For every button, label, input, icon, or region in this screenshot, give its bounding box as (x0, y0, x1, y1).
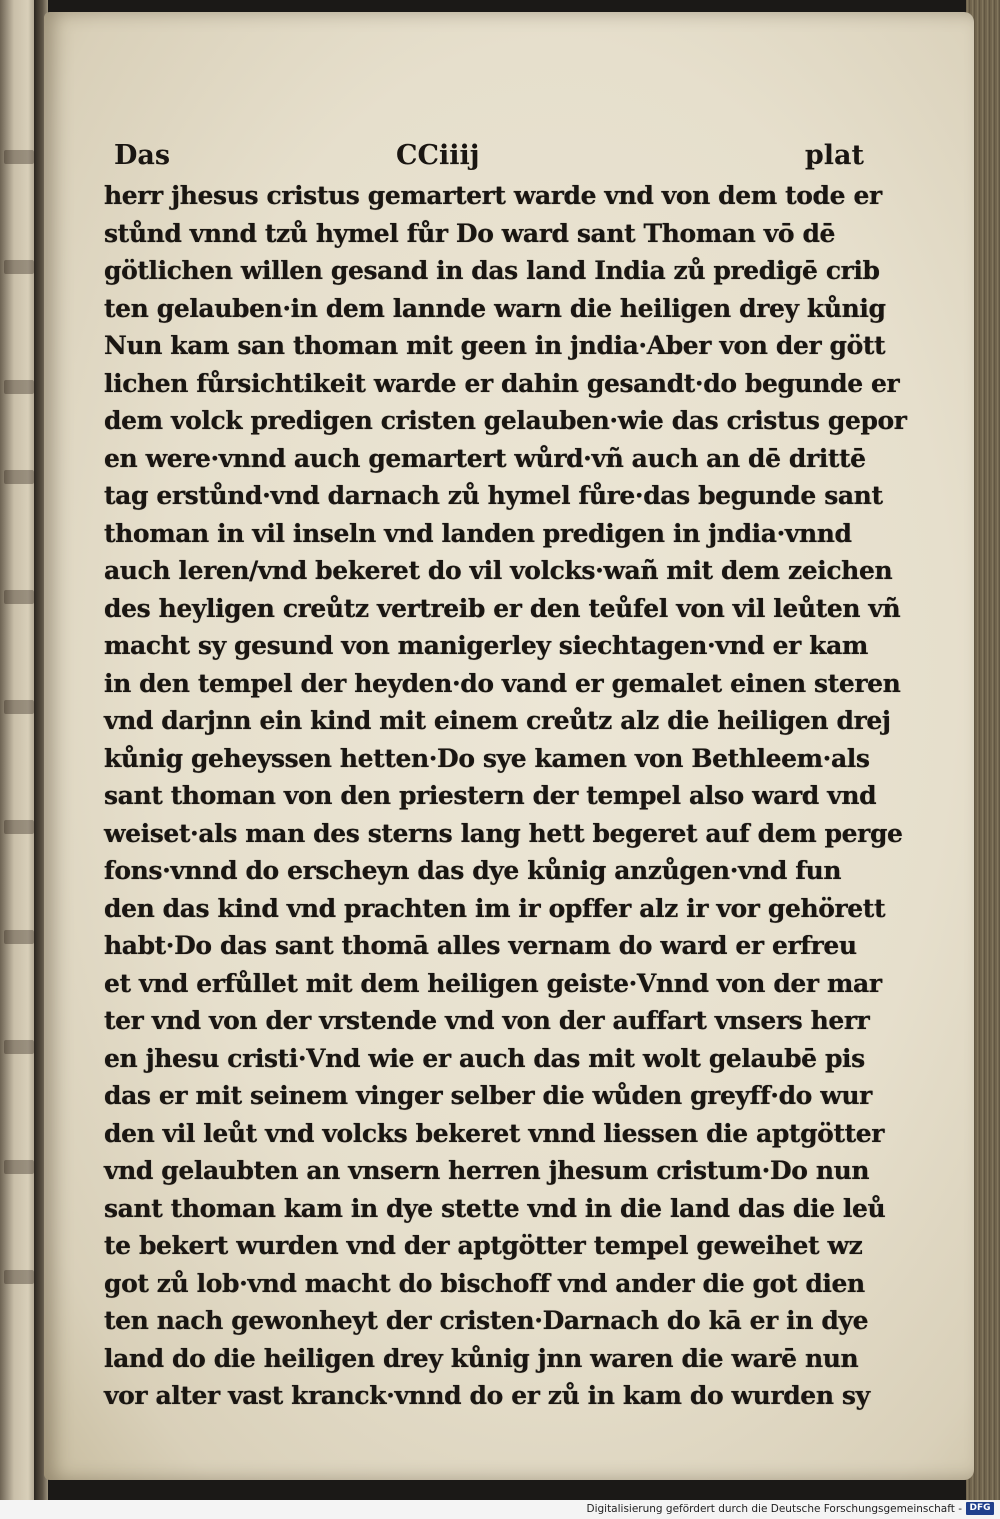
text-line: lichen fůrsichtikeit warde er dahin gesandt·do begunde er (104, 368, 900, 398)
text-line: ter vnd von der vrstende vnd von der auffart vnsers herr (104, 1006, 870, 1035)
text-line: got zů lob·vnd macht do bischoff vnd ander die got dien (104, 1268, 865, 1298)
text-line: götlichen willen gesand in das land India zů predigē crib (104, 256, 880, 285)
header-word: Das (114, 140, 171, 171)
running-header (114, 140, 864, 182)
text-line: te bekert wurden vnd der aptgötter tempel geweihet wz (104, 1231, 863, 1260)
text-line: ten nach gewonheyt der cristen·Darnach do kā er in dye (104, 1306, 869, 1335)
text-line: dem volck predigen cristen gelauben·wie das cristus gepor (104, 406, 907, 435)
text-line: land do die heiligen drey kůnig jnn waren die warē nun (104, 1343, 859, 1373)
text-line: Nun kam san thoman mit geen in jndia·Aber von der gött (104, 331, 886, 360)
text-line: auch leren/vnd bekeret do vil volcks·wañ mit dem zeichen (104, 556, 893, 585)
text-line: kůnig geheyssen hetten·Do sye kamen von Bethleem·als (104, 743, 870, 773)
text-line: stůnd vnnd tzů hymel fůr Do ward sant Thoman vō dē (104, 218, 836, 248)
text-line: en were·vnnd auch gemartert wůrd·vñ auch an dē drittē (104, 443, 866, 473)
text-line: den vil leůt vnd volcks bekeret vnnd liessen die aptgötter (104, 1118, 885, 1148)
text-line: vnd gelaubten an vnsern herren jhesum cristum·Do nun (104, 1156, 870, 1185)
text-line: den das kind vnd prachten im ir opffer alz ir vor gehörett (104, 893, 886, 923)
text-line: et vnd erfůllet mit dem heiligen geiste·Vnnd von der mar (104, 968, 882, 998)
text-line: fons·vnnd do erscheyn das dye kůnig anzůgen·vnd fun (104, 856, 842, 885)
text-line: das er mit seinem vinger selber die wůden greyff·do wur (104, 1081, 872, 1110)
dfg-logo: DFG (966, 1502, 994, 1515)
text-line: habt·Do das sant thomā alles vernam do ward er erfreu (104, 931, 857, 960)
text-line: sant thoman von den priestern der tempel also ward vnd (104, 781, 877, 810)
text-line: sant thoman kam in dye stette vnd in die land das die leů (104, 1193, 886, 1223)
text-line: weiset·als man des sterns lang hett begeret auf dem perge (104, 818, 903, 848)
folio-number: CCiiij (396, 140, 480, 171)
text-line: ten gelauben·in dem lannde warn die heiligen drey kůnig (104, 293, 886, 323)
text-line: des heyligen creůtz vertreib er den teůfel von vil leůten vñ (104, 593, 901, 623)
text-line: macht sy gesund von manigerley siechtagen·vnd er kam (104, 631, 868, 660)
text-line: in den tempel der heyden·do vand er gemalet einen steren (104, 668, 901, 698)
text-line: tag erstůnd·vnd darnach zů hymel fůre·das begunde sant (104, 481, 883, 510)
text-line: thoman in vil inseln vnd landen predigen in jndia·vnnd (104, 518, 852, 548)
text-line: vnd darjnn ein kind mit einem creůtz alz die heiligen drej (104, 706, 891, 735)
funding-credit: Digitalisierung gefördert durch die Deutsche Forschungsgemeinschaft - (586, 1503, 962, 1515)
text-line: en jhesu cristi·Vnd wie er auch das mit wolt gelaubē pis (104, 1043, 865, 1073)
catchword: plat (804, 140, 864, 171)
text-block (104, 177, 907, 1415)
text-line: herr jhesus cristus gemartert warde vnd von dem tode er (104, 181, 882, 210)
book-page (44, 12, 974, 1480)
text-line: vor alter vast kranck·vnnd do er zů in kam do wurden sy (104, 1381, 870, 1410)
